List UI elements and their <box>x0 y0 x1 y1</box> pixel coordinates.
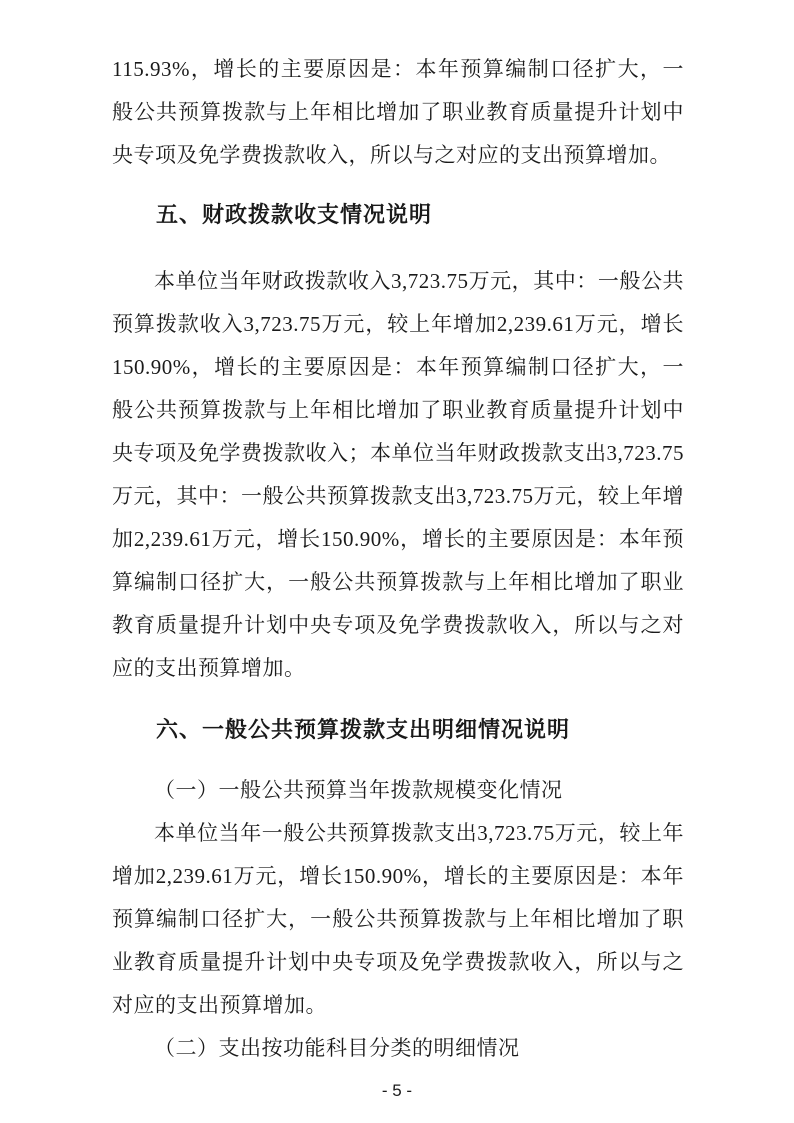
continuation-paragraph: 115.93%，增长的主要原因是：本年预算编制口径扩大，一般公共预算拨款与上年相比增加了职业教育质量提升计划中央专项及免学费拨款收入，所以与之对应的支出预算增加。 <box>112 57 684 167</box>
section-6-subheading-1: （一）一般公共预算当年拨款规模变化情况 <box>154 778 563 802</box>
page-number: - 5 - <box>381 1081 413 1100</box>
section-6-paragraph-1: 本单位当年一般公共预算拨款支出3,723.75万元，较上年增加2,239.61万元，增长150.90%，增长的主要原因是：本年预算编制口径扩大，一般公共预算拨款与上年相比增加了职业教育质量提升计划中央专项及免学费拨款收入，所以与之对应的支出预算增加。 <box>112 821 684 1017</box>
section-5-paragraph: 本单位当年财政拨款收入3,723.75万元，其中：一般公共预算拨款收入3,723.75万元，较上年增加2,239.61万元，增长150.90%，增长的主要原因是：本年预算编制口径扩大，一般公共预算拨款与上年相比增加了职业教育质量提升计划中央专项及免学费拨款收入；本单位当年财政拨款支出3,723.75万元，其中：一般公共预算拨款支出3,723.75万元，较上年增加2,239.61万元，增长150.90%，增长的主要原因是：本年预算编制口径扩大，一般公共预算拨款与上年相比增加了职业教育质量提升计划中央专项及免学费拨款收入，所以与之对应的支出预算增加。 <box>112 269 684 680</box>
document-content <box>112 48 684 1070</box>
section-5-heading: 五、财政拨款收支情况说明 <box>156 202 433 227</box>
section-6-heading: 六、一般公共预算拨款支出明细情况说明 <box>156 717 571 742</box>
section-6-subheading-2: （二）支出按功能科目分类的明细情况 <box>154 1036 520 1060</box>
